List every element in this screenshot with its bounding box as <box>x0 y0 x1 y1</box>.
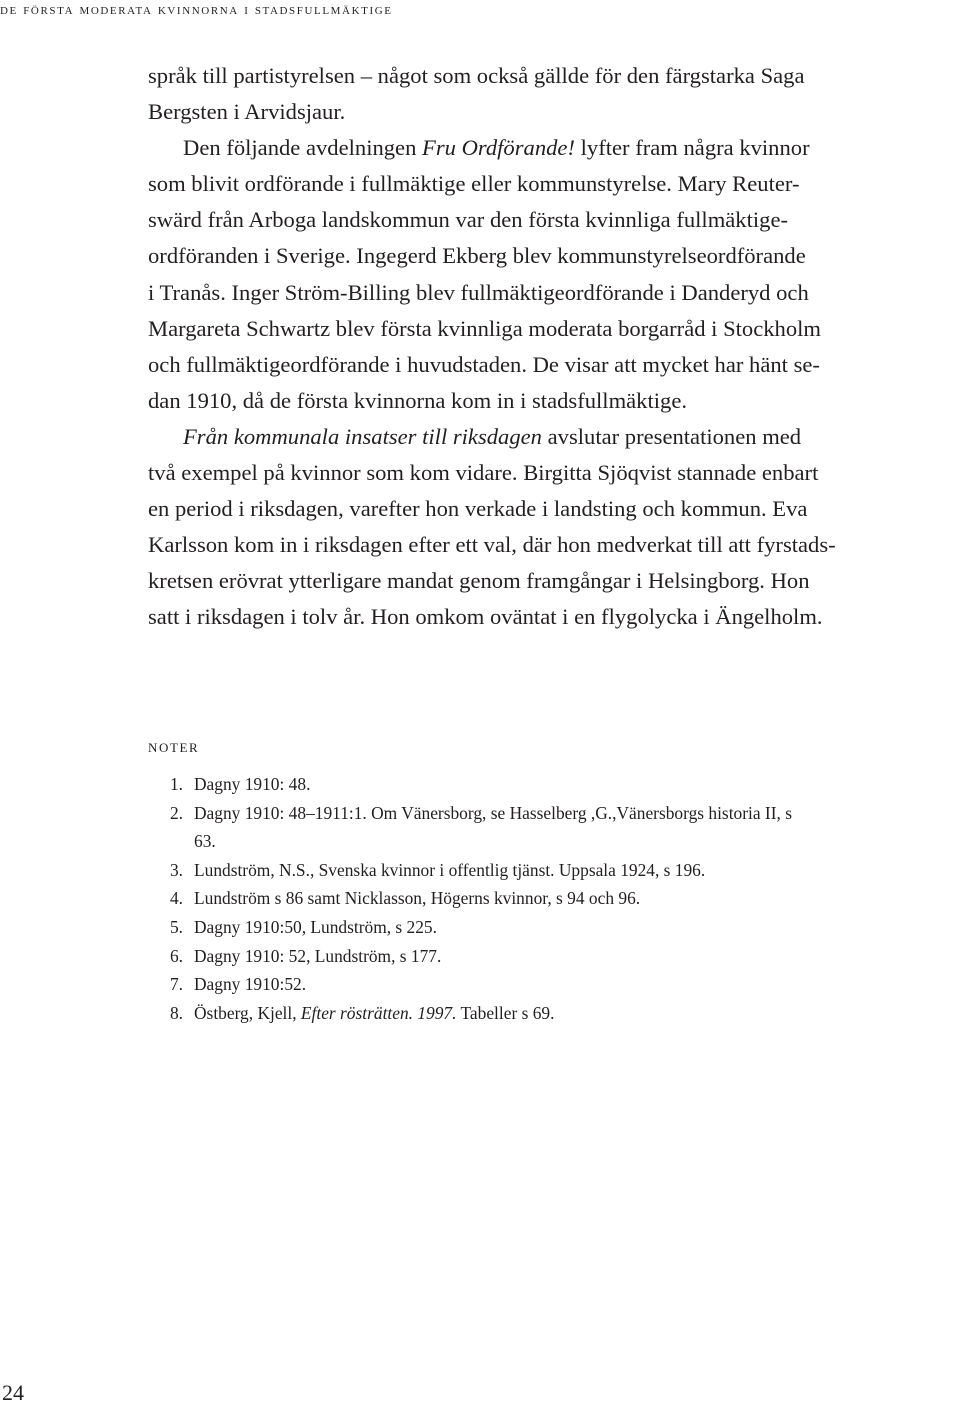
body-line-emphasis: Fru Ordförande! <box>422 135 575 161</box>
body-line: två exempel på kvinnor som kom vidare. Birgitta Sjöqvist stannade enbart <box>148 460 819 486</box>
body-line: i Tranås. Inger Ström-Billing blev fullmäktigeordförande i Danderyd och <box>148 279 809 305</box>
note-text <box>194 999 554 1028</box>
body-line: kretsen erövrat ytterligare mandat genom framgångar i Helsingborg. Hon <box>148 568 810 594</box>
note-text-part: Lundström, N.S., Svenska kvinnor i offentlig tjänst. Uppsala 1924, s 196. <box>194 859 706 880</box>
body-line: dan 1910, då de första kvinnorna kom in i stadsfullmäktige. <box>148 387 688 413</box>
body-line: Karlsson kom in i riksdagen efter ett val, där hon medverkat till att fyrstads- <box>148 532 836 558</box>
note-text-part: Dagny 1910: 48. <box>194 774 311 794</box>
notes-heading: noter <box>148 736 200 757</box>
note-text <box>194 942 441 971</box>
note-item <box>148 770 960 799</box>
note-text-part: Dagny 1910: 48–1911:1. Om Vänersborg, se Hasselberg ,G.,Vänersborgs historia II, s <box>194 802 792 823</box>
body-line-emphasis: Från kommunala insatser till riksdagen <box>183 423 542 449</box>
body-line <box>148 130 960 166</box>
note-text-part: Lundström s 86 samt Nicklasson, Högerns kvinnor, s 94 och 96. <box>194 888 641 909</box>
body-line: språk till partistyrelsen – något som också gällde för den färgstarka Saga <box>148 63 805 88</box>
note-item <box>148 884 960 913</box>
note-number: 8. <box>169 1002 183 1023</box>
body-text <box>148 58 960 636</box>
body-line: satt i riksdagen i tolv år. Hon omkom oväntat i en flygolycka i Ängelholm. <box>148 604 823 630</box>
body-line: ordföranden i Sverige. Ingegerd Ekberg blev kommunstyrelseordförande <box>148 243 806 269</box>
note-item <box>148 856 960 885</box>
body-line: Margareta Schwartz blev första kvinnliga moderata borgarråd i Stockholm <box>148 315 822 341</box>
body-line: en period i riksdagen, varefter hon verkade i landsting och kommun. Eva <box>148 496 808 522</box>
note-text <box>194 884 640 913</box>
note-number: 4. <box>169 888 183 909</box>
note-text-continuation: 63. <box>194 831 216 852</box>
body-line-text: lyfter fram några kvinnor <box>574 135 810 161</box>
body-line: som blivit ordförande i fullmäktige eller kommunstyrelse. Mary Reuter- <box>148 171 800 197</box>
note-number: 5. <box>169 916 183 937</box>
note-text <box>194 970 306 999</box>
note-item <box>148 942 960 971</box>
note-number: 1. <box>169 774 183 794</box>
notes-list <box>148 770 960 1027</box>
note-text <box>194 770 310 799</box>
body-line-text: avslutar presentationen med <box>541 423 802 449</box>
note-text-part: Dagny 1910:50, Lundström, s 225. <box>194 916 437 937</box>
note-number: 6. <box>169 945 183 966</box>
note-text-part: Dagny 1910: 52, Lundström, s 177. <box>194 945 442 966</box>
note-text-part: Tabeller s 69. <box>456 1002 555 1023</box>
page-number: 24 <box>2 1380 24 1405</box>
note-number: 7. <box>169 974 183 995</box>
note-item <box>148 913 960 942</box>
note-number: 2. <box>169 802 183 823</box>
running-head: de första moderata kvinnorna i stadsfullmäktige <box>0 2 393 18</box>
note-text <box>194 799 792 856</box>
note-item <box>148 999 960 1028</box>
body-line <box>148 419 960 455</box>
body-line: swärd från Arboga landskommun var den första kvinnliga fullmäktige- <box>148 207 788 233</box>
note-number: 3. <box>169 859 183 880</box>
note-text-part: Östberg, Kjell, <box>194 1002 301 1023</box>
body-line-text: Den följande avdelningen <box>183 135 423 161</box>
note-item <box>148 970 960 999</box>
note-text <box>194 856 705 885</box>
note-item <box>148 799 960 856</box>
note-title-emphasis: Efter rösträtten. 1997. <box>300 1002 457 1023</box>
body-line: Bergsten i Arvidsjaur. <box>148 99 346 125</box>
note-text <box>194 913 437 942</box>
note-text-part: Dagny 1910:52. <box>194 974 307 995</box>
body-line: och fullmäktigeordförande i huvudstaden. De visar att mycket har hänt se- <box>148 351 820 377</box>
